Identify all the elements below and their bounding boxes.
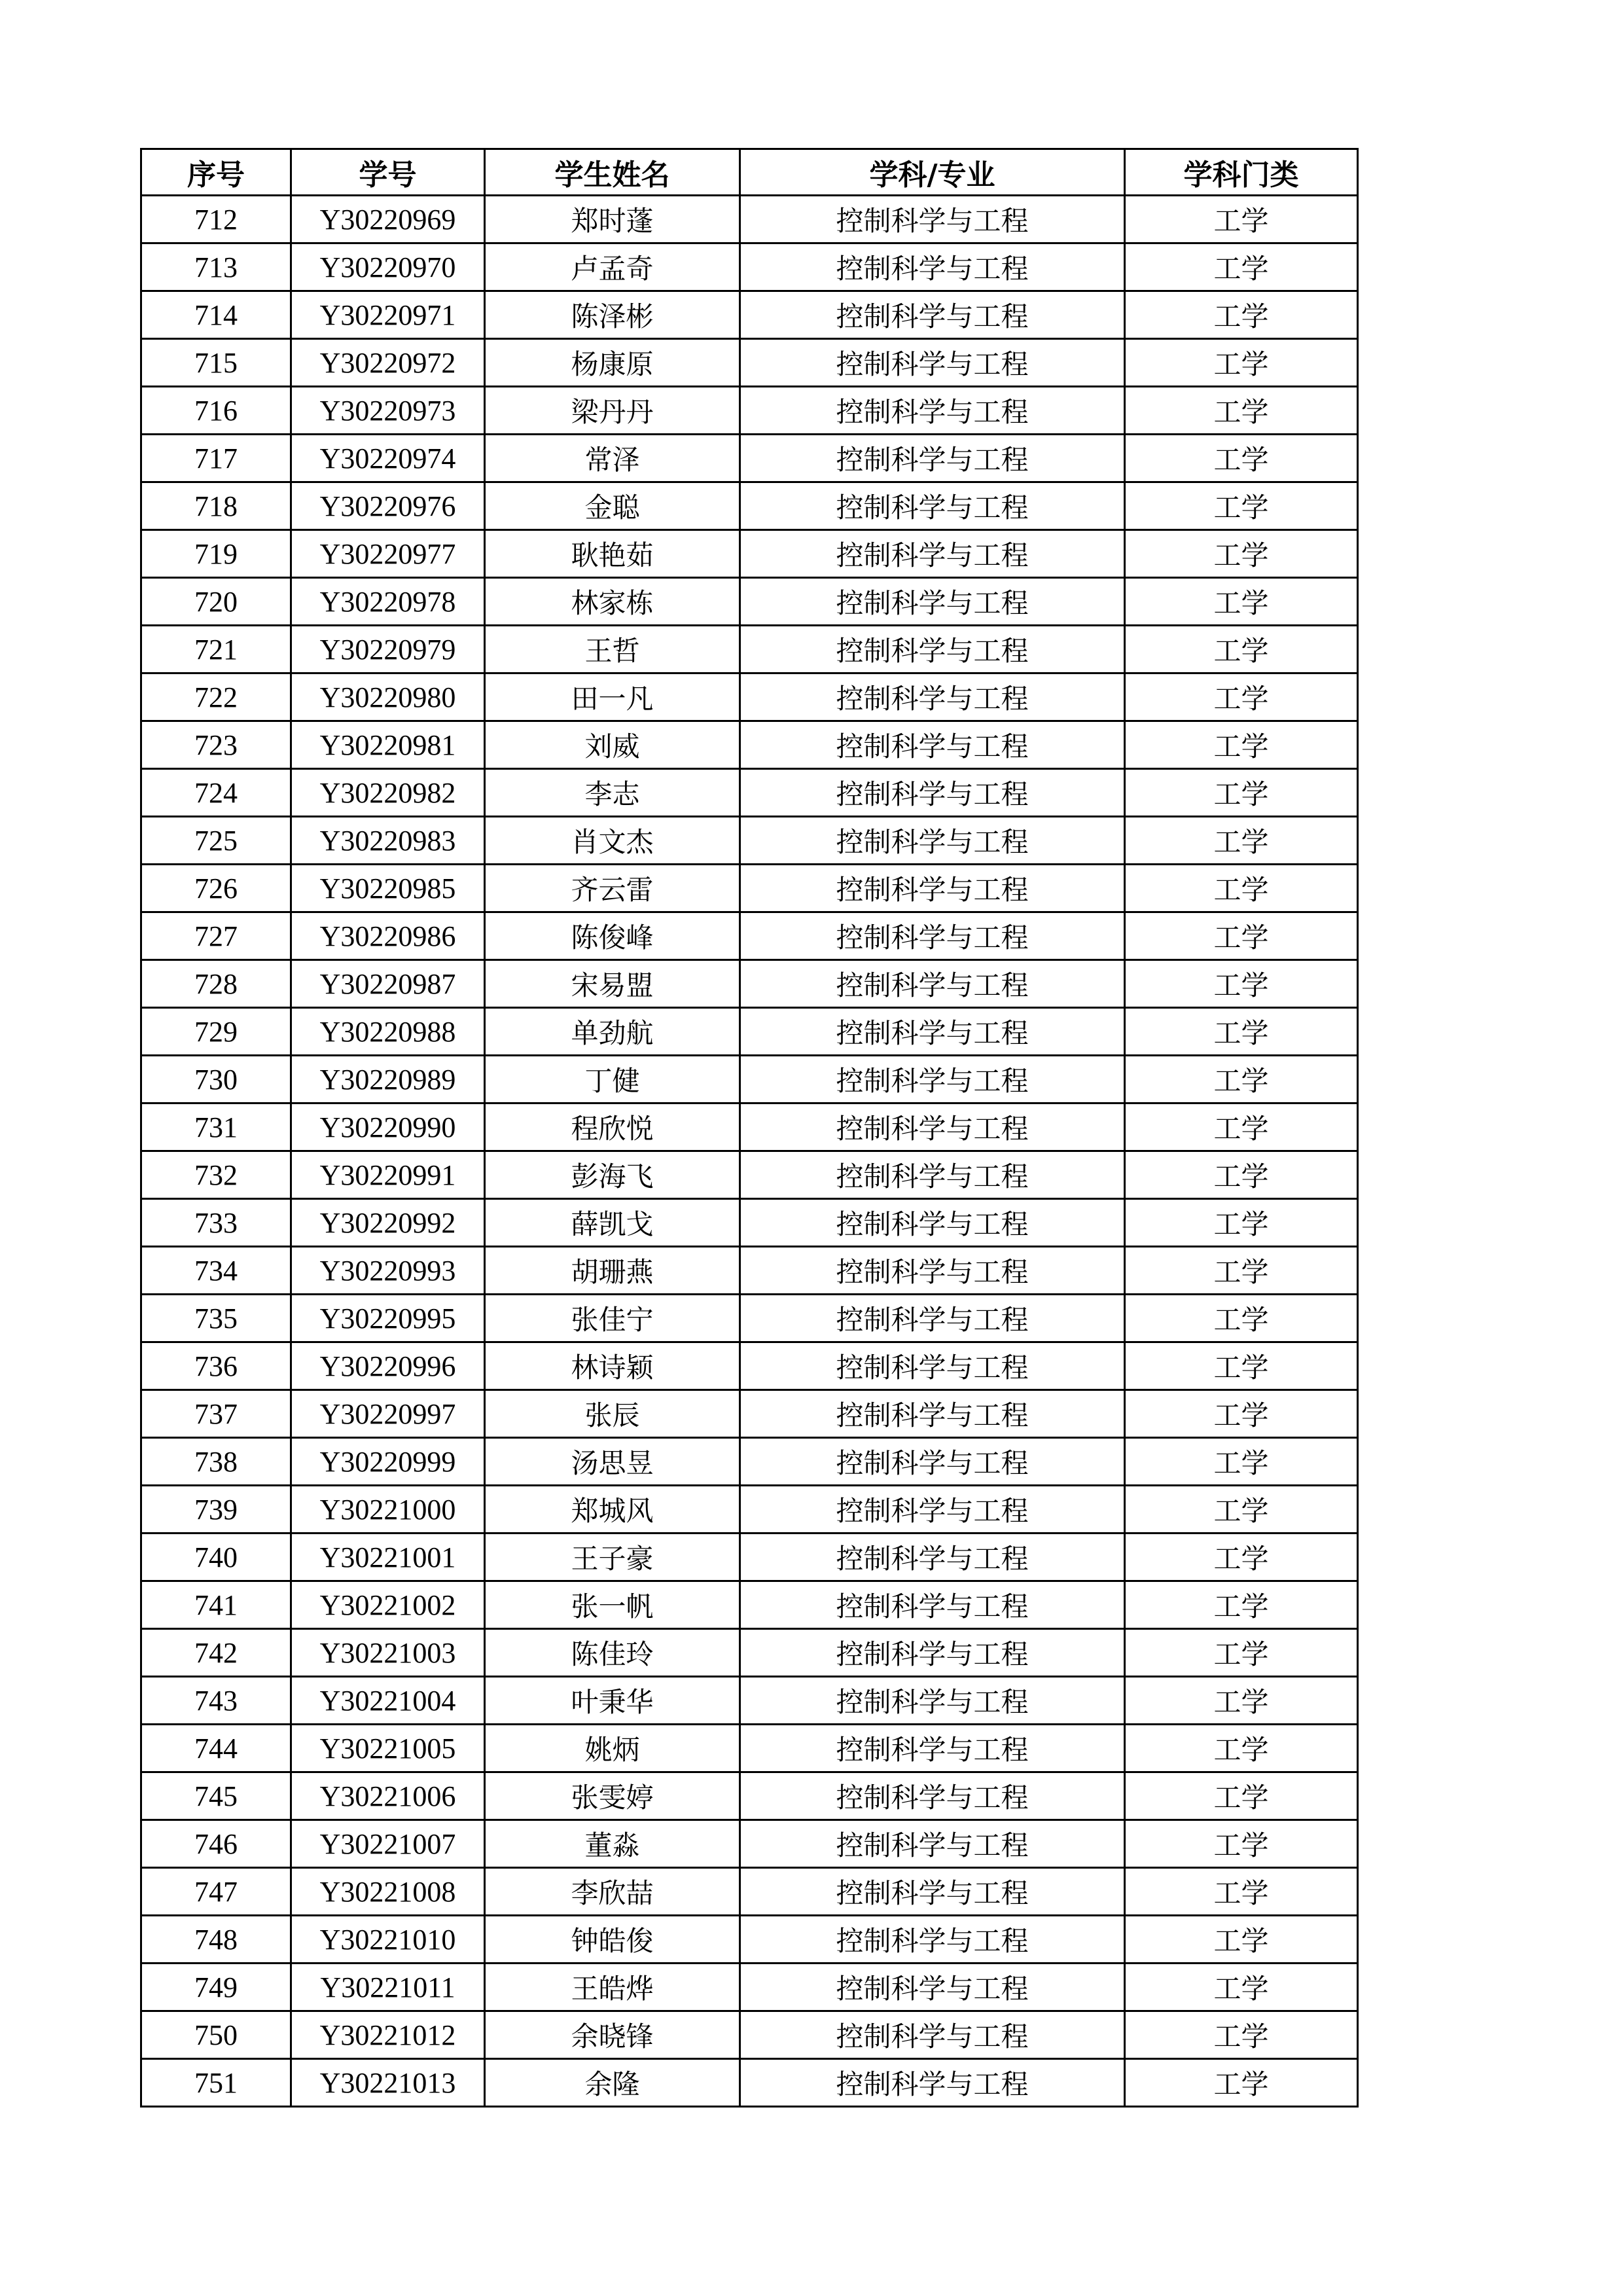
- cell-index: 723: [141, 721, 291, 769]
- cell-student-name: 余隆: [485, 2059, 740, 2107]
- cell-subject-major: 控制科学与工程: [740, 1247, 1125, 1295]
- cell-index: 738: [141, 1438, 291, 1486]
- cell-subject-major: 控制科学与工程: [740, 1581, 1125, 1629]
- cell-subject-category: 工学: [1125, 1342, 1358, 1390]
- cell-subject-major: 控制科学与工程: [740, 912, 1125, 960]
- cell-subject-major: 控制科学与工程: [740, 1964, 1125, 2011]
- cell-student-name: 李志: [485, 769, 740, 817]
- cell-subject-category: 工学: [1125, 291, 1358, 339]
- cell-subject-category: 工学: [1125, 865, 1358, 912]
- cell-index: 730: [141, 1056, 291, 1103]
- cell-subject-major: 控制科学与工程: [740, 769, 1125, 817]
- cell-subject-major: 控制科学与工程: [740, 291, 1125, 339]
- cell-index: 751: [141, 2059, 291, 2107]
- cell-subject-major: 控制科学与工程: [740, 1438, 1125, 1486]
- cell-student-name: 田一凡: [485, 673, 740, 721]
- cell-index: 721: [141, 626, 291, 673]
- cell-student-id: Y30221000: [291, 1486, 485, 1534]
- table-row: [141, 1581, 1358, 1629]
- cell-subject-category: 工学: [1125, 2011, 1358, 2059]
- cell-subject-major: 控制科学与工程: [740, 626, 1125, 673]
- table-row: [141, 1772, 1358, 1820]
- table-row: [141, 1820, 1358, 1868]
- cell-student-name: 郑城风: [485, 1486, 740, 1534]
- cell-student-id: Y30220982: [291, 769, 485, 817]
- cell-index: 737: [141, 1390, 291, 1438]
- cell-subject-major: 控制科学与工程: [740, 721, 1125, 769]
- header-student-id: 学号: [291, 149, 485, 196]
- cell-subject-major: 控制科学与工程: [740, 1629, 1125, 1677]
- cell-subject-major: 控制科学与工程: [740, 578, 1125, 626]
- table-row: [141, 1151, 1358, 1199]
- cell-student-name: 肖文杰: [485, 817, 740, 865]
- cell-student-name: 王皓烨: [485, 1964, 740, 2011]
- cell-subject-category: 工学: [1125, 530, 1358, 578]
- table-row: [141, 1199, 1358, 1247]
- cell-subject-category: 工学: [1125, 387, 1358, 435]
- cell-subject-category: 工学: [1125, 2059, 1358, 2107]
- cell-subject-category: 工学: [1125, 482, 1358, 530]
- cell-subject-category: 工学: [1125, 817, 1358, 865]
- cell-index: 715: [141, 339, 291, 387]
- cell-student-name: 余晓锋: [485, 2011, 740, 2059]
- cell-subject-major: 控制科学与工程: [740, 1534, 1125, 1581]
- cell-subject-category: 工学: [1125, 1247, 1358, 1295]
- table-row: [141, 1008, 1358, 1056]
- cell-student-id: Y30221013: [291, 2059, 485, 2107]
- cell-subject-major: 控制科学与工程: [740, 387, 1125, 435]
- cell-index: 739: [141, 1486, 291, 1534]
- cell-student-name: 卢孟奇: [485, 243, 740, 291]
- cell-subject-major: 控制科学与工程: [740, 673, 1125, 721]
- cell-index: 726: [141, 865, 291, 912]
- cell-student-id: Y30220986: [291, 912, 485, 960]
- cell-student-id: Y30220971: [291, 291, 485, 339]
- cell-subject-category: 工学: [1125, 1868, 1358, 1916]
- header-subject-major: 学科/专业: [740, 149, 1125, 196]
- cell-student-id: Y30221006: [291, 1772, 485, 1820]
- cell-subject-category: 工学: [1125, 721, 1358, 769]
- cell-index: 714: [141, 291, 291, 339]
- cell-student-id: Y30221003: [291, 1629, 485, 1677]
- cell-subject-major: 控制科学与工程: [740, 2059, 1125, 2107]
- cell-student-id: Y30221010: [291, 1916, 485, 1964]
- cell-student-id: Y30221001: [291, 1534, 485, 1581]
- cell-subject-major: 控制科学与工程: [740, 1772, 1125, 1820]
- cell-subject-major: 控制科学与工程: [740, 865, 1125, 912]
- cell-index: 727: [141, 912, 291, 960]
- cell-subject-major: 控制科学与工程: [740, 960, 1125, 1008]
- cell-subject-category: 工学: [1125, 339, 1358, 387]
- table-row: [141, 1534, 1358, 1581]
- cell-subject-major: 控制科学与工程: [740, 1725, 1125, 1772]
- cell-index: 749: [141, 1964, 291, 2011]
- cell-subject-major: 控制科学与工程: [740, 1008, 1125, 1056]
- table-row: [141, 2059, 1358, 2107]
- cell-index: 735: [141, 1295, 291, 1342]
- cell-subject-category: 工学: [1125, 769, 1358, 817]
- cell-subject-category: 工学: [1125, 1820, 1358, 1868]
- cell-subject-category: 工学: [1125, 578, 1358, 626]
- cell-index: 724: [141, 769, 291, 817]
- table-row: [141, 1103, 1358, 1151]
- cell-student-name: 胡珊燕: [485, 1247, 740, 1295]
- cell-student-name: 刘威: [485, 721, 740, 769]
- cell-index: 729: [141, 1008, 291, 1056]
- cell-subject-major: 控制科学与工程: [740, 435, 1125, 482]
- cell-student-id: Y30221005: [291, 1725, 485, 1772]
- cell-student-id: Y30220969: [291, 196, 485, 243]
- cell-student-id: Y30221012: [291, 2011, 485, 2059]
- cell-student-name: 薛凯戈: [485, 1199, 740, 1247]
- cell-student-name: 丁健: [485, 1056, 740, 1103]
- cell-student-name: 耿艳茹: [485, 530, 740, 578]
- cell-subject-major: 控制科学与工程: [740, 1151, 1125, 1199]
- table-row: [141, 1390, 1358, 1438]
- cell-subject-category: 工学: [1125, 1629, 1358, 1677]
- cell-student-name: 叶秉华: [485, 1677, 740, 1725]
- table-row: [141, 1247, 1358, 1295]
- cell-student-name: 杨康原: [485, 339, 740, 387]
- table-row: [141, 865, 1358, 912]
- cell-subject-major: 控制科学与工程: [740, 339, 1125, 387]
- cell-student-name: 汤思昱: [485, 1438, 740, 1486]
- table-row: [141, 960, 1358, 1008]
- cell-student-name: 张佳宁: [485, 1295, 740, 1342]
- cell-subject-category: 工学: [1125, 1295, 1358, 1342]
- cell-student-name: 常泽: [485, 435, 740, 482]
- cell-student-name: 陈佳玲: [485, 1629, 740, 1677]
- cell-student-id: Y30221011: [291, 1964, 485, 2011]
- cell-index: 718: [141, 482, 291, 530]
- cell-subject-category: 工学: [1125, 1199, 1358, 1247]
- cell-student-name: 宋易盟: [485, 960, 740, 1008]
- cell-index: 731: [141, 1103, 291, 1151]
- cell-subject-category: 工学: [1125, 1534, 1358, 1581]
- cell-student-id: Y30220983: [291, 817, 485, 865]
- table-row: [141, 530, 1358, 578]
- cell-subject-major: 控制科学与工程: [740, 1199, 1125, 1247]
- header-row: [141, 149, 1358, 196]
- cell-subject-category: 工学: [1125, 1151, 1358, 1199]
- cell-index: 734: [141, 1247, 291, 1295]
- cell-index: 717: [141, 435, 291, 482]
- cell-student-name: 张一帆: [485, 1581, 740, 1629]
- cell-student-id: Y30220999: [291, 1438, 485, 1486]
- table-row: [141, 1964, 1358, 2011]
- table-header: [141, 149, 1358, 196]
- cell-subject-major: 控制科学与工程: [740, 1390, 1125, 1438]
- cell-student-id: Y30220993: [291, 1247, 485, 1295]
- cell-subject-category: 工学: [1125, 1677, 1358, 1725]
- cell-student-name: 陈俊峰: [485, 912, 740, 960]
- cell-index: 743: [141, 1677, 291, 1725]
- cell-subject-category: 工学: [1125, 1103, 1358, 1151]
- cell-student-id: Y30221002: [291, 1581, 485, 1629]
- cell-student-name: 姚炳: [485, 1725, 740, 1772]
- table-row: [141, 578, 1358, 626]
- table-row: [141, 291, 1358, 339]
- cell-subject-major: 控制科学与工程: [740, 1868, 1125, 1916]
- table-row: [141, 387, 1358, 435]
- cell-student-name: 程欣悦: [485, 1103, 740, 1151]
- table-row: [141, 817, 1358, 865]
- cell-index: 746: [141, 1820, 291, 1868]
- cell-student-id: Y30220970: [291, 243, 485, 291]
- header-subject-category: 学科门类: [1125, 149, 1358, 196]
- cell-index: 725: [141, 817, 291, 865]
- cell-student-id: Y30220981: [291, 721, 485, 769]
- table-row: [141, 721, 1358, 769]
- cell-student-name: 金聪: [485, 482, 740, 530]
- cell-student-name: 董淼: [485, 1820, 740, 1868]
- cell-student-name: 钟皓俊: [485, 1916, 740, 1964]
- cell-index: 740: [141, 1534, 291, 1581]
- cell-index: 728: [141, 960, 291, 1008]
- cell-subject-category: 工学: [1125, 673, 1358, 721]
- cell-index: 732: [141, 1151, 291, 1199]
- cell-subject-category: 工学: [1125, 1486, 1358, 1534]
- cell-student-id: Y30220992: [291, 1199, 485, 1247]
- table-row: [141, 1629, 1358, 1677]
- cell-student-name: 齐云雷: [485, 865, 740, 912]
- cell-student-id: Y30220977: [291, 530, 485, 578]
- cell-index: 744: [141, 1725, 291, 1772]
- cell-student-id: Y30220978: [291, 578, 485, 626]
- cell-subject-category: 工学: [1125, 1964, 1358, 2011]
- cell-student-name: 陈泽彬: [485, 291, 740, 339]
- cell-index: 747: [141, 1868, 291, 1916]
- cell-index: 722: [141, 673, 291, 721]
- table-row: [141, 769, 1358, 817]
- table-row: [141, 626, 1358, 673]
- cell-student-name: 梁丹丹: [485, 387, 740, 435]
- cell-index: 720: [141, 578, 291, 626]
- cell-student-id: Y30220985: [291, 865, 485, 912]
- table-row: [141, 482, 1358, 530]
- cell-subject-major: 控制科学与工程: [740, 1677, 1125, 1725]
- table-row: [141, 1295, 1358, 1342]
- cell-subject-category: 工学: [1125, 1581, 1358, 1629]
- cell-student-id: Y30220973: [291, 387, 485, 435]
- cell-student-id: Y30220976: [291, 482, 485, 530]
- cell-student-name: 单劲航: [485, 1008, 740, 1056]
- cell-student-id: Y30220979: [291, 626, 485, 673]
- header-index: 序号: [141, 149, 291, 196]
- cell-student-id: Y30221007: [291, 1820, 485, 1868]
- cell-student-name: 林家栋: [485, 578, 740, 626]
- cell-student-name: 张雯婷: [485, 1772, 740, 1820]
- cell-index: 716: [141, 387, 291, 435]
- cell-subject-category: 工学: [1125, 1008, 1358, 1056]
- cell-subject-category: 工学: [1125, 1390, 1358, 1438]
- cell-subject-major: 控制科学与工程: [740, 1342, 1125, 1390]
- table-row: [141, 1868, 1358, 1916]
- cell-student-id: Y30220995: [291, 1295, 485, 1342]
- cell-subject-category: 工学: [1125, 626, 1358, 673]
- cell-subject-major: 控制科学与工程: [740, 1820, 1125, 1868]
- cell-subject-major: 控制科学与工程: [740, 817, 1125, 865]
- table-row: [141, 1342, 1358, 1390]
- cell-student-id: Y30220991: [291, 1151, 485, 1199]
- cell-student-name: 李欣喆: [485, 1868, 740, 1916]
- cell-subject-major: 控制科学与工程: [740, 196, 1125, 243]
- cell-student-id: Y30220987: [291, 960, 485, 1008]
- cell-subject-category: 工学: [1125, 1438, 1358, 1486]
- header-student-name: 学生姓名: [485, 149, 740, 196]
- cell-index: 750: [141, 2011, 291, 2059]
- cell-student-id: Y30221004: [291, 1677, 485, 1725]
- cell-subject-category: 工学: [1125, 1916, 1358, 1964]
- cell-student-id: Y30220972: [291, 339, 485, 387]
- table-row: [141, 1486, 1358, 1534]
- cell-student-name: 林诗颖: [485, 1342, 740, 1390]
- cell-subject-major: 控制科学与工程: [740, 2011, 1125, 2059]
- cell-subject-major: 控制科学与工程: [740, 1295, 1125, 1342]
- cell-subject-major: 控制科学与工程: [740, 482, 1125, 530]
- cell-subject-category: 工学: [1125, 912, 1358, 960]
- cell-subject-major: 控制科学与工程: [740, 1103, 1125, 1151]
- table-row: [141, 339, 1358, 387]
- cell-subject-major: 控制科学与工程: [740, 1486, 1125, 1534]
- cell-subject-major: 控制科学与工程: [740, 1916, 1125, 1964]
- table-row: [141, 1056, 1358, 1103]
- cell-subject-category: 工学: [1125, 1056, 1358, 1103]
- table-row: [141, 673, 1358, 721]
- cell-student-id: Y30220988: [291, 1008, 485, 1056]
- cell-student-id: Y30220980: [291, 673, 485, 721]
- cell-student-id: Y30221008: [291, 1868, 485, 1916]
- cell-student-id: Y30220996: [291, 1342, 485, 1390]
- table-row: [141, 1438, 1358, 1486]
- cell-subject-major: 控制科学与工程: [740, 530, 1125, 578]
- cell-student-name: 张辰: [485, 1390, 740, 1438]
- cell-subject-category: 工学: [1125, 960, 1358, 1008]
- cell-subject-major: 控制科学与工程: [740, 243, 1125, 291]
- cell-subject-category: 工学: [1125, 243, 1358, 291]
- cell-subject-category: 工学: [1125, 196, 1358, 243]
- cell-student-id: Y30220989: [291, 1056, 485, 1103]
- student-roster-table: [140, 148, 1359, 2108]
- cell-index: 741: [141, 1581, 291, 1629]
- table-row: [141, 243, 1358, 291]
- table-row: [141, 912, 1358, 960]
- cell-student-name: 王哲: [485, 626, 740, 673]
- cell-student-name: 郑时蓬: [485, 196, 740, 243]
- cell-index: 745: [141, 1772, 291, 1820]
- table-row: [141, 1677, 1358, 1725]
- cell-student-name: 王子豪: [485, 1534, 740, 1581]
- table-row: [141, 2011, 1358, 2059]
- cell-index: 748: [141, 1916, 291, 1964]
- cell-index: 713: [141, 243, 291, 291]
- cell-subject-category: 工学: [1125, 435, 1358, 482]
- cell-subject-category: 工学: [1125, 1725, 1358, 1772]
- table-body: [141, 196, 1358, 2107]
- cell-subject-category: 工学: [1125, 1772, 1358, 1820]
- cell-index: 733: [141, 1199, 291, 1247]
- cell-student-id: Y30220974: [291, 435, 485, 482]
- cell-index: 742: [141, 1629, 291, 1677]
- table-row: [141, 1725, 1358, 1772]
- cell-student-name: 彭海飞: [485, 1151, 740, 1199]
- cell-student-id: Y30220990: [291, 1103, 485, 1151]
- table-row: [141, 1916, 1358, 1964]
- table-row: [141, 435, 1358, 482]
- cell-student-id: Y30220997: [291, 1390, 485, 1438]
- cell-index: 736: [141, 1342, 291, 1390]
- cell-index: 719: [141, 530, 291, 578]
- cell-subject-major: 控制科学与工程: [740, 1056, 1125, 1103]
- table-row: [141, 196, 1358, 243]
- cell-index: 712: [141, 196, 291, 243]
